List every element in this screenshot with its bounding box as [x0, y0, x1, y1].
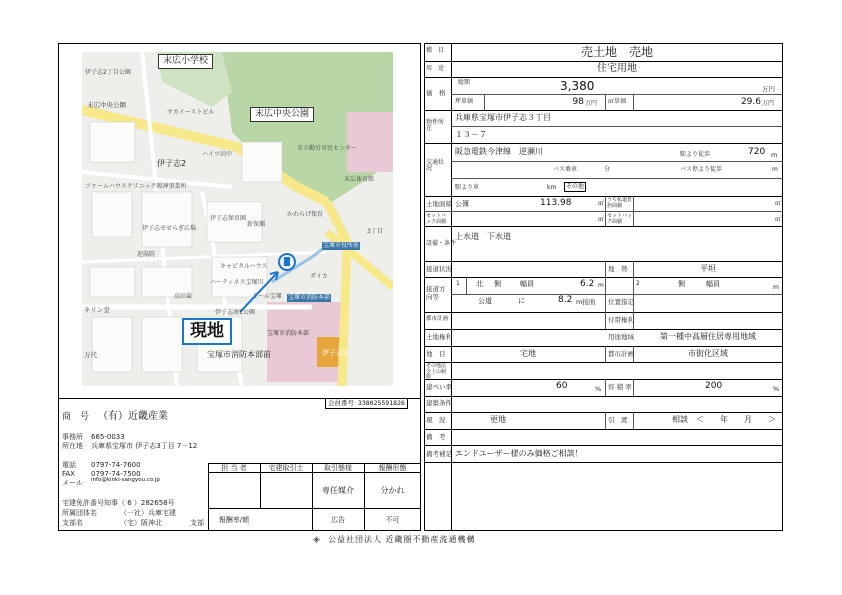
tel-value[interactable]: 0797-74-7600 [91, 461, 141, 469]
unit-youseki: % [773, 385, 780, 393]
row-line [424, 143, 783, 144]
value-address1: 兵庫県宝塚市伊子志３丁目 [455, 113, 551, 122]
label-sonota: その他 [566, 183, 585, 190]
label-toshi: 都市計画 [426, 316, 449, 322]
map-label-iko1park: 伊子志南1公園 [215, 309, 255, 316]
row-line [424, 429, 783, 430]
map-label-shinbyo: 迎湯院 [137, 251, 156, 258]
label-youto: 用 途 [426, 65, 445, 72]
staff-koukoku: 広告 [331, 516, 345, 524]
label-m2: ㎡単価 [608, 98, 627, 105]
map-label-manyo: 伊子志3 [322, 349, 348, 357]
staff-torihiki: 取引態様 [324, 464, 352, 472]
label-youto-chiiki: 用途地域 [608, 333, 634, 341]
map-label-iko2park: 末広中央公園 [87, 101, 126, 109]
value-setsubi: 上水道 下水道 [455, 232, 511, 241]
location-label: 所在地 [62, 442, 83, 450]
label-eki: 駅より徒歩 [680, 151, 711, 158]
map-callout-park: 末広中央公園 [250, 107, 314, 122]
staff-row1 [208, 472, 421, 473]
traffic-split [451, 178, 783, 179]
address-split [451, 126, 783, 127]
map-current-location: 現地 [182, 318, 232, 345]
price-split [451, 94, 783, 95]
area-split [424, 211, 783, 212]
association-label: 所属団体名 [62, 509, 97, 517]
mail-value[interactable]: info@kinki-sangyou.co.jp [91, 477, 160, 483]
label-biko: 備 考 [426, 433, 446, 441]
takken-license: 宅建免許番号知事（ 6 ）282658号 [62, 499, 175, 507]
map-label-3chome: キリン堂 [84, 306, 110, 314]
label-road: 接道方向等 [426, 285, 446, 301]
traffic-split [451, 161, 783, 162]
road2-no: 2 [636, 280, 640, 287]
map-label-centre: 市立勤労市民センター [297, 145, 357, 152]
label-biko2: 備考補足 [426, 450, 452, 458]
label-bukken: 物件所在 [426, 119, 445, 132]
value-m2: 29.6 [740, 97, 761, 107]
value-chimoku: 宅地 [520, 349, 536, 358]
value-youto-chiiki: 第一種中高層住居専用地域 [660, 332, 756, 341]
road2-unit: m [773, 284, 779, 291]
staff-tanto: 担 当 者 [221, 464, 247, 472]
row-line [424, 445, 783, 446]
genkyo-col [605, 412, 606, 429]
footer-association: 公益社団法人 近畿圏不動産流通機構 [328, 535, 476, 544]
map-label-shinbo: 新保瀬 [247, 221, 266, 228]
road1-value: 6.2 [580, 279, 595, 289]
row-line [424, 77, 783, 78]
kenpei-col [633, 379, 634, 396]
value-kenpei: 60 [556, 381, 568, 391]
unit-kobo: ㎡ [598, 200, 605, 207]
license-number: 会員番号 338025591826 [325, 398, 408, 409]
road1-no: 1 [456, 280, 460, 287]
value-kobo: 113.98 [540, 198, 572, 208]
road-split [451, 294, 783, 295]
row-line [424, 329, 783, 330]
label-kenpei: 建ぺい率 [426, 383, 452, 391]
staff-row2 [208, 508, 421, 509]
staff-hoshu-value: 分かれ [380, 486, 405, 495]
genkyo-col [633, 412, 634, 429]
road1-unit: m [598, 282, 604, 289]
fax-value: 0797-74-7500 [91, 470, 141, 478]
label-chisei: 地 勢 [608, 265, 628, 273]
map-label-fire-hq: 宝塚市消防本部 [267, 330, 310, 337]
label-bus2: バス停より徒歩 [680, 166, 723, 173]
value-toshikeikaku: 市街化区域 [688, 349, 728, 358]
staff-hoshu-row: 報酬率/額 [218, 516, 250, 524]
map-label-capital: キャピタルハウス [220, 263, 268, 270]
map-label-shiyakusho: 宝塚市役所前 [323, 242, 360, 249]
label-toshikeikaku: 都市計画 [608, 350, 634, 358]
office-label: 事務所 [62, 433, 83, 441]
unit-bus2: m [772, 166, 778, 173]
map-label-hartins: ハーティネス宝塚川 [210, 279, 264, 286]
postal-code: 665-0033 [91, 433, 125, 441]
map-label-hoikuen: 伊子志保育園 [210, 215, 247, 222]
fax-label: FAX [62, 470, 75, 478]
kenpei-col [605, 379, 606, 396]
map-label-kirin: 万代 [84, 351, 97, 359]
label-kenchiku: 建築条件 [426, 399, 452, 407]
map-label-haitsu: ハイツ田中 [202, 151, 233, 158]
chimoku-col [605, 346, 606, 362]
row-line [424, 379, 783, 380]
branch-value: （宅）阪神北 支部 [120, 519, 204, 527]
company-address: 兵庫県宝塚市 伊子志3丁目 7－12 [91, 442, 198, 450]
map-label-seseragi: 伊子志せせらぎ広場 [142, 225, 197, 232]
tel-label: 電話 [62, 461, 76, 469]
unit-setback2: ㎡ [775, 216, 782, 223]
road-col [605, 261, 606, 329]
label-kodo: 公道 [478, 297, 492, 305]
label-tsubo: 坪単価 [455, 98, 474, 105]
price-col [605, 94, 606, 110]
label-kenri: 土地権利 [426, 333, 452, 341]
map-label-gym: 末広体育館 [344, 176, 375, 183]
unit-setback: ㎡ [598, 216, 605, 223]
mail-label: メール [62, 479, 83, 487]
map-label-iko2: 伊子志2 [157, 159, 187, 168]
map-label-farmhouse: ファームハウスクリニック阪神事業所 [85, 183, 187, 190]
road1-dir: 北 [476, 280, 483, 288]
map-label-fire2: 宝塚市消防本部 [288, 294, 331, 301]
unit-m2: 万円 [762, 100, 775, 107]
map-label-otaya: 伊子志2丁目公園 [85, 69, 131, 76]
label-setsubi: 設備・条件 [426, 240, 457, 247]
value-biko2: エンドユーザー様のみ価格ご相談！ [455, 449, 583, 458]
unit-kodo: m接面 [576, 298, 596, 306]
value-youseki: 200 [705, 381, 723, 391]
row-line [424, 261, 783, 262]
unit-bus: 分 [604, 166, 611, 173]
staff-hoshu: 報酬形態 [378, 464, 407, 472]
label-shido: うち私道負担面積 [607, 197, 633, 209]
row-line [424, 61, 783, 62]
unit-shido: ㎡ [775, 200, 782, 207]
label-eki2: 駅より車 [455, 184, 480, 191]
map-area[interactable] [82, 52, 393, 386]
row-line [424, 226, 783, 227]
label-bus: バス乗車 [553, 166, 578, 173]
value-chisei: 平坦 [700, 264, 716, 273]
row-line [424, 110, 783, 111]
value-address2: １３－７ [455, 130, 487, 139]
map-label-iko3: 宝塚市消防本部前 [207, 350, 271, 359]
road2-fuku: 幅員 [706, 280, 720, 288]
unit-km: km [547, 184, 557, 191]
label-kodo-ni: に [518, 297, 525, 305]
map-callout-school: 末広小学校 [158, 54, 213, 69]
association-value: （一社）兵庫宅建 [120, 509, 176, 517]
label-chimoku: 地 目 [426, 350, 446, 358]
row-line [424, 362, 783, 363]
row-line [424, 346, 783, 347]
road1-side: 側 [494, 280, 501, 288]
staff-koukoku-value: 不可 [385, 516, 400, 524]
value-kodo: 8.2 [558, 295, 573, 305]
company-name: （有）近畿産業 [98, 411, 168, 422]
row-line [424, 412, 783, 413]
unit-tsubo: 万円 [585, 100, 598, 107]
value-eki: 720 [748, 147, 766, 157]
row-line [424, 277, 783, 278]
label-setback: セットバック面積 [426, 213, 447, 225]
label-sonota-hourei: その他法令上の制限 [426, 363, 447, 380]
staff-torihiki-value: 専任媒介 [322, 486, 354, 495]
unit-sogaku: 万円 [762, 85, 775, 93]
label-kotsu: 交通状況 [426, 159, 445, 172]
company-name-label: 商 号 [62, 412, 90, 422]
footer-logo-icon: ◈ [313, 535, 320, 545]
map-label-sakai: サカイーストビル [167, 109, 215, 116]
row-line [424, 462, 783, 463]
value-sogaku: 3,380 [560, 79, 595, 93]
row-line [424, 396, 783, 397]
value-youto: 住宅用地 [597, 63, 637, 74]
branch-label: 支部名 [62, 519, 83, 527]
road1-fuku: 幅員 [520, 280, 534, 288]
left-divider [58, 398, 421, 399]
label-shumoku: 種 目 [426, 47, 445, 54]
label-youseki: 容 積 率 [608, 383, 632, 391]
label-setsudo: 接道状況 [426, 265, 452, 273]
staff-takken: 宅建取引士 [268, 464, 304, 472]
value-hikiwatashi: 相談 ＜ 年 月 ＞ [672, 415, 776, 424]
map-label-koutei: 高田歯 [174, 293, 193, 300]
unit-kenpei: % [595, 385, 602, 393]
label-kakaku: 価 格 [426, 89, 446, 97]
map-label-mill: ミール宝塚 [252, 293, 282, 300]
label-genkyo: 現 況 [426, 416, 446, 424]
map-label-shimoto: 3丁目 [367, 228, 383, 235]
road2-side: 側 [678, 280, 685, 288]
label-sogaku: 総額 [458, 79, 471, 86]
value-tsubo: 98 [572, 97, 584, 107]
label-ichi: 位置指定 [608, 298, 634, 306]
label-hikiwatashi: 引 渡 [608, 416, 628, 424]
unit-eki: m [771, 151, 778, 159]
label-tochi: 土地面積 [426, 200, 452, 208]
value-line: 阪急電鉄今津線 逆瀬川 [455, 147, 543, 156]
label-kobo: 公簿 [455, 200, 469, 208]
row-line [424, 196, 783, 197]
value-genkyo: 更地 [490, 415, 506, 424]
road-no [466, 277, 467, 294]
map-label-kawara: かわらげ保育 [287, 211, 324, 218]
value-shumoku: 売土地 売地 [580, 45, 653, 59]
label-setback2: セットバック面積 [607, 213, 632, 225]
label-futai: 付帯権利 [608, 316, 634, 324]
row-line [424, 312, 783, 313]
map-label-daikyo: ダイカ [310, 273, 328, 280]
